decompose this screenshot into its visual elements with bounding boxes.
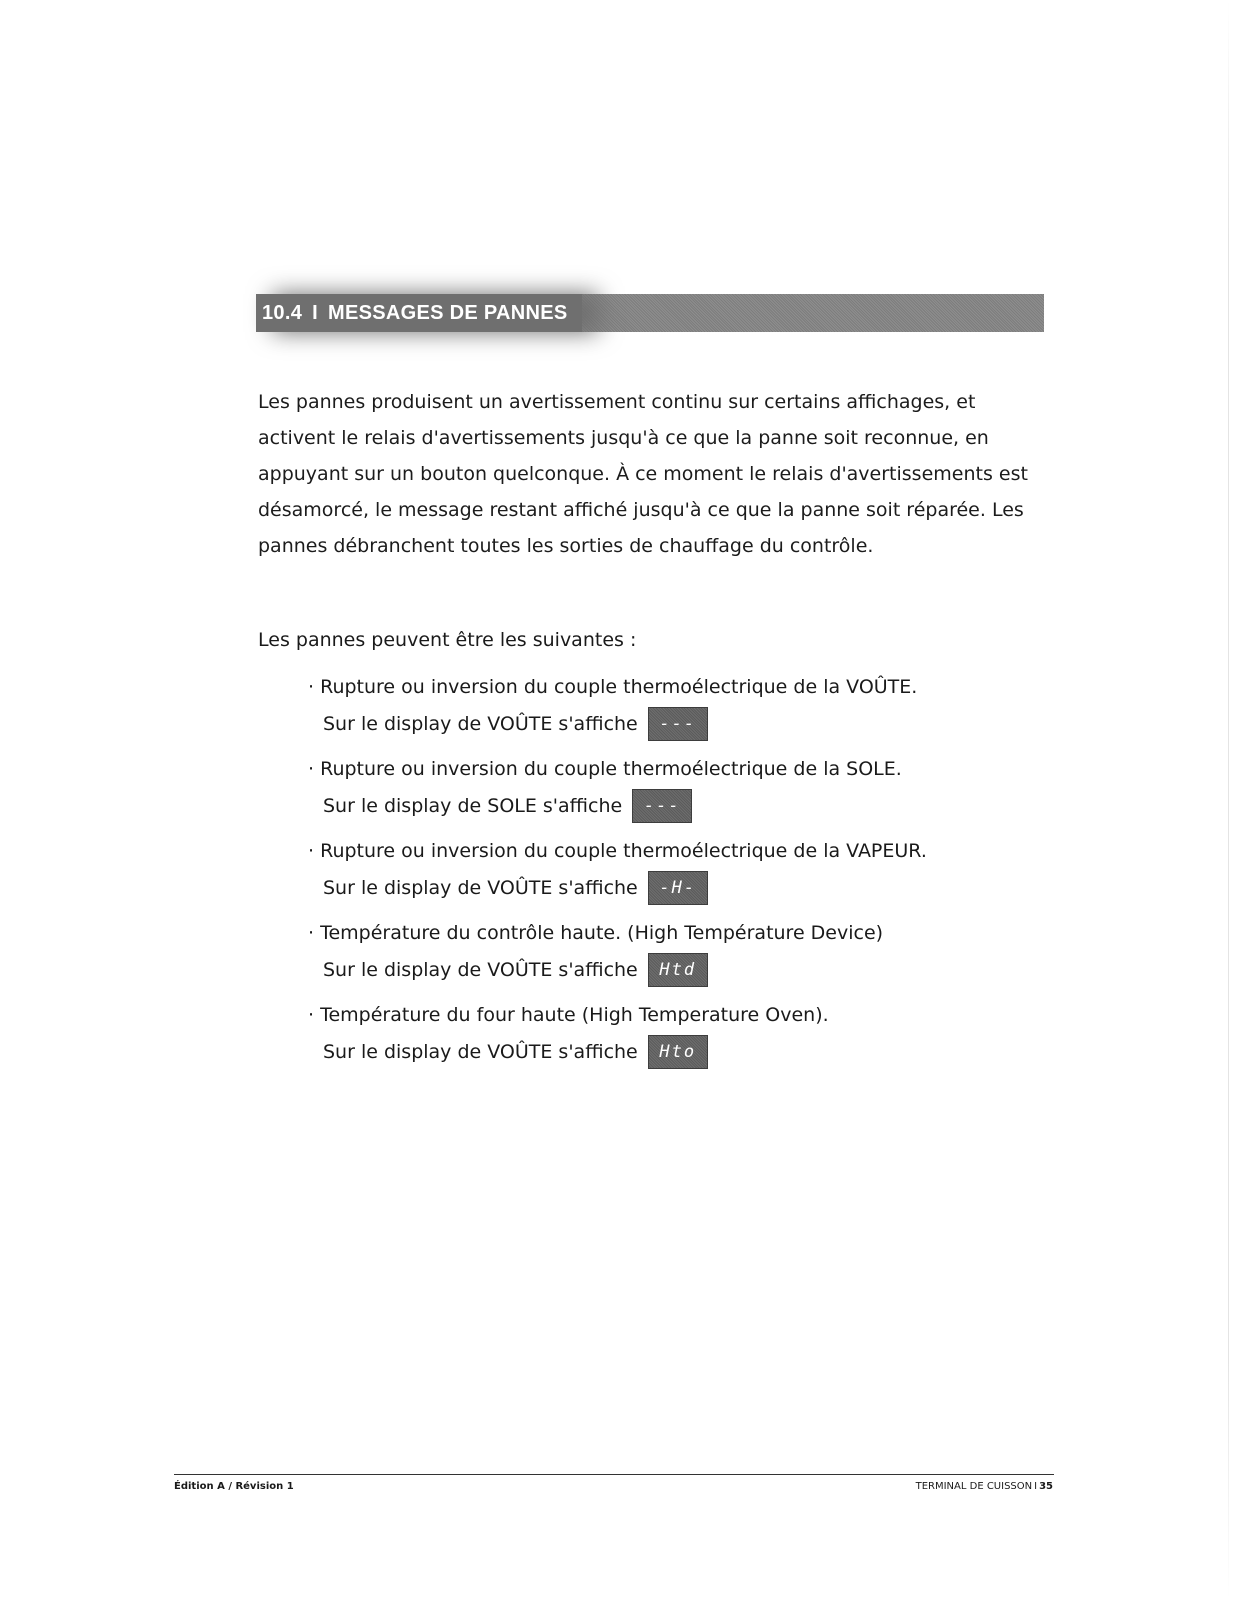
fault-display-text: Sur le display de VOÛTE s'affiche <box>323 713 638 735</box>
fault-display-line <box>308 1033 1028 1071</box>
bullet: · <box>308 922 315 944</box>
section-header <box>256 294 1044 332</box>
footer-edition: Édition A / Révision 1 <box>174 1481 294 1492</box>
fault-title: Température du contrôle haute. (High Température Device) <box>320 922 884 944</box>
bullet: · <box>308 758 315 780</box>
footer-divider <box>174 1474 1054 1475</box>
fault-title: Rupture ou inversion du couple thermoélectrique de la VAPEUR. <box>320 840 927 862</box>
footer-doc-title: TERMINAL DE CUISSON <box>915 1481 1033 1492</box>
fault-title-line <box>308 751 1028 787</box>
fault-display-text: Sur le display de SOLE s'affiche <box>323 795 623 817</box>
intro-paragraph: Les pannes produisent un avertissement continu sur certains affichages, et activent le relais d'avertissements jusqu'à ce que la panne soit reconnue, en appuyant sur un bouton quelconque. À ce moment le relais d'avertissements est désamorcé, le message restant affiché jusqu'à ce que la panne soit réparée. Les pannes débranchent toutes les sorties de chauffage du contrôle. <box>258 391 1028 557</box>
fault-item <box>308 833 1028 915</box>
fault-item <box>308 751 1028 833</box>
lcd-display-code: --- <box>632 789 692 823</box>
lcd-display-code: --- <box>648 707 708 741</box>
fault-display-line <box>308 951 1028 989</box>
lcd-display-code: Htd <box>648 953 708 987</box>
footer-separator: I <box>1034 1481 1038 1492</box>
fault-item <box>308 997 1028 1079</box>
fault-title: Rupture ou inversion du couple thermoélectrique de la SOLE. <box>320 758 902 780</box>
section-header-tab <box>256 294 582 332</box>
fault-list <box>308 669 1028 1079</box>
bullet: · <box>308 1004 315 1026</box>
section-number: 10.4 <box>262 301 303 324</box>
fault-title-line <box>308 915 1028 951</box>
fault-item <box>308 915 1028 997</box>
fault-display-text: Sur le display de VOÛTE s'affiche <box>323 1041 638 1063</box>
fault-display-text: Sur le display de VOÛTE s'affiche <box>323 877 638 899</box>
fault-title: Température du four haute (High Temperature Oven). <box>320 1004 829 1026</box>
fault-title-line <box>308 997 1028 1033</box>
fault-item <box>308 669 1028 751</box>
page-edge <box>1228 0 1229 1600</box>
fault-title-line <box>308 669 1028 705</box>
lcd-display-code: Hto <box>648 1035 708 1069</box>
fault-title-line <box>308 833 1028 869</box>
fault-display-line <box>308 787 1028 825</box>
section-title: MESSAGES DE PANNES <box>328 301 568 324</box>
fault-title: Rupture ou inversion du couple thermoélectrique de la VOÛTE. <box>320 676 918 698</box>
footer-page-info <box>916 1481 1053 1492</box>
list-intro: Les pannes peuvent être les suivantes : <box>258 629 637 651</box>
bullet: · <box>308 840 315 862</box>
fault-display-line <box>308 869 1028 907</box>
lcd-display-code: -H- <box>648 871 708 905</box>
page-number: 35 <box>1039 1481 1053 1492</box>
fault-display-line <box>308 705 1028 743</box>
fault-display-text: Sur le display de VOÛTE s'affiche <box>323 959 638 981</box>
bullet: · <box>308 676 315 698</box>
section-separator: I <box>312 301 318 324</box>
